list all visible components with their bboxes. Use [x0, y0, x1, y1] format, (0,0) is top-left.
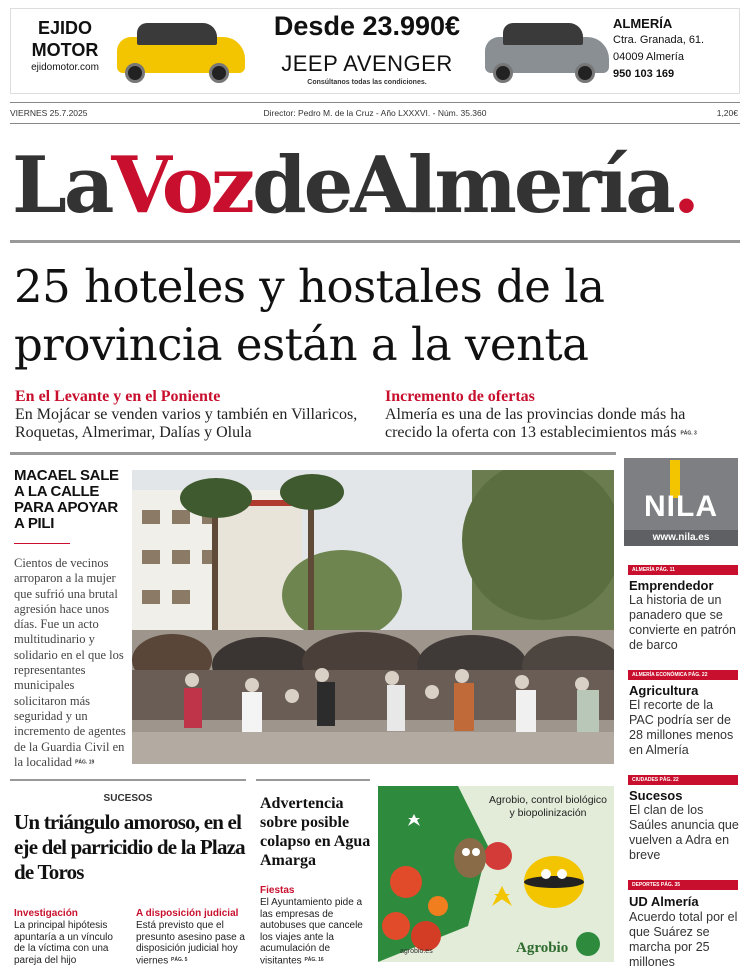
- masthead-logo[interactable]: [12, 140, 738, 232]
- sucesos-section-label: SUCESOS: [103, 793, 153, 804]
- agrobio-ad[interactable]: [378, 786, 614, 962]
- side-item-4-body: Acuerdo total por el que Suárez se marcha por 25 millones: [629, 910, 738, 969]
- side-item-4-title[interactable]: UD Almería: [629, 894, 699, 909]
- sucesos-col2-body: [136, 920, 248, 966]
- lead-right-dek-text: Almería es una de las provincias donde más ha crecido la oferta con 13 establecimientos más: [385, 406, 686, 441]
- macael-body-text: Cientos de vecinos arroparon a la mujer que sufrió una brutal agresión hace unos días. Fue un acto multitudinario y solidario en el que los representantes municipales solicitaron más seguridad y un incremento de agentes de la Guardia Civil en la localidad: [14, 556, 126, 769]
- lead-headline[interactable]: 25 hoteles y hostales de la provincia están a la venta: [14, 260, 605, 371]
- agrobio-logo: Agrobio: [516, 940, 569, 956]
- sucesos-col2-text: Está previsto que el presunto asesino pase a disposición judicial hoy viernes: [136, 920, 245, 966]
- macael-title[interactable]: MACAEL SALE A LA CALLE PARA APOYAR A PILI: [14, 467, 119, 532]
- side-item-3-title[interactable]: Sucesos: [629, 788, 683, 803]
- macael-rule: [14, 543, 70, 544]
- agrobio-web: agrobio.es: [400, 948, 433, 955]
- side-item-2-title[interactable]: Agricultura: [629, 683, 699, 698]
- rule-sucesos: [10, 779, 246, 781]
- side-item-1-tag: ALMERÍA PÁG. 11: [628, 565, 738, 575]
- ad-banner[interactable]: [10, 8, 740, 94]
- lead-left-dek[interactable]: En Mojácar se venden varios y también en Villaricos, Roquetas, Almerimar, Dalías y Olula: [15, 406, 358, 441]
- crowd-photo-svg: [132, 470, 614, 764]
- ad-city: ALMERÍA: [613, 16, 673, 31]
- lead-right-kicker: Incremento de ofertas: [385, 388, 535, 405]
- ad-model: JEEP AVENGER: [281, 51, 453, 76]
- macael-crowd-photo[interactable]: [132, 470, 614, 764]
- issue-price: 1,20€: [716, 108, 738, 118]
- sucesos-col1-kicker: Investigación: [14, 908, 78, 919]
- issue-info: Director: Pedro M. de la Cruz - Año LXXXVI. - Núm. 35.360: [263, 108, 487, 118]
- issue-date: VIERNES 25.7.2025: [10, 108, 88, 118]
- masthead-dot: .: [672, 140, 697, 231]
- agua-body: [260, 897, 372, 966]
- agrobio-tagline: [484, 794, 612, 820]
- masthead-voz: Voz: [111, 140, 253, 231]
- agrobio-tagline-2: y biopolinización: [509, 807, 587, 819]
- ad-grey-car-image: [481, 17, 613, 89]
- masthead-de: de: [252, 140, 351, 231]
- ad-address: [613, 15, 737, 83]
- masthead-almeria: Almería: [350, 140, 673, 231]
- lead-left-kicker: En el Levante y en el Poniente: [15, 388, 221, 405]
- nila-ad[interactable]: [624, 458, 738, 546]
- ad-conditions: Consúltanos todas las condiciones.: [307, 79, 427, 86]
- agua-page: PÁG. 16: [304, 956, 324, 963]
- side-item-4-tag: DEPORTES PÁG. 35: [628, 880, 738, 890]
- ad-address-line1: Ctra. Granada, 61.: [613, 34, 705, 46]
- nila-logo: NILA: [644, 490, 718, 523]
- ad-yellow-car-image: [111, 17, 251, 89]
- side-item-3-tag: CIUDADES PÁG. 22: [628, 775, 738, 785]
- rule-top: [10, 102, 740, 103]
- macael-body: [14, 556, 126, 771]
- side-item-2-tag: ALMERÍA ECONÓMICA PÁG. 22: [628, 670, 738, 680]
- agua-body-text: El Ayuntamiento pide a las empresas de autobuses que cancele los viajes ante la acumulación de visitantes: [260, 897, 363, 966]
- macael-page: PÁG. 19: [75, 759, 95, 766]
- rule-above-macael: [10, 452, 616, 455]
- ad-phone: 950 103 169: [613, 68, 675, 80]
- agua-kicker: Fiestas: [260, 885, 295, 896]
- sucesos-title[interactable]: Un triángulo amoroso, en el eje del parricidio de la Plaza de Toros: [14, 810, 245, 884]
- ad-dealer-line2: MOTOR: [31, 40, 99, 60]
- ad-dealer-web: ejidomotor.com: [31, 62, 99, 73]
- nila-web: www.nila.es: [624, 530, 738, 546]
- ad-dealer-line1: EJIDO: [37, 18, 93, 38]
- ad-price: Desde 23.990€: [273, 11, 461, 41]
- sucesos-col2-kicker: A disposición judicial: [136, 908, 239, 919]
- side-item-1-body: La historia de un panadero que se convierte en patrón de barco: [629, 593, 737, 652]
- ad-dealer-name: [19, 17, 111, 75]
- agrobio-tagline-1: Agrobio, control biológico: [489, 794, 607, 806]
- rule-under-topbar: [10, 123, 740, 124]
- rule-agua: [256, 779, 370, 781]
- lead-right-page: PÁG. 3: [680, 430, 697, 437]
- side-item-3-body: El clan de los Saúles anuncia que vuelven a Adra en breve: [629, 803, 739, 862]
- sucesos-col2-page: PÁG. 5: [171, 956, 188, 963]
- ad-address-line2: 04009 Almería: [613, 51, 684, 63]
- sucesos-col1-body: La principal hipótesis apuntaría a un vínculo de la víctima con una pareja del hijo: [14, 920, 113, 966]
- side-item-1-title[interactable]: Emprendedor: [629, 578, 714, 593]
- agua-title[interactable]: Advertencia sobre posible colapso en Agua Amarga: [260, 795, 371, 869]
- lead-right-dek[interactable]: [385, 406, 730, 442]
- masthead-la: La: [12, 140, 112, 231]
- rule-under-masthead: [10, 240, 740, 243]
- side-item-2-body: El recorte de la PAC podría ser de 28 millones menos en Almería: [629, 698, 734, 757]
